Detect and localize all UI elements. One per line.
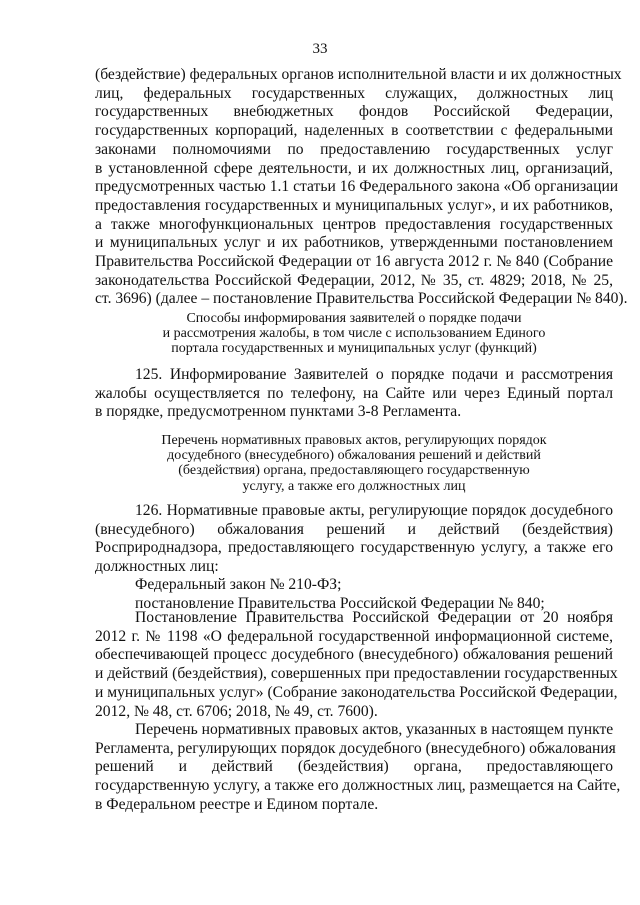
text-line: 125. Информирование Заявителей о порядке подачи и рассмотрения	[135, 366, 613, 383]
paragraph-125	[95, 366, 613, 422]
text-line: (бездействие) федеральных органов исполнительной власти и их должностных	[95, 66, 622, 83]
heading-line: портала государственных и муниципальных услуг (функций)	[171, 341, 537, 357]
text-line: государственных корпораций, наделенных в соответствии с федеральными	[95, 122, 613, 140]
text-line: Постановление Правительства Российской Федерации от 20 ноября	[135, 609, 613, 626]
text-line: Росприроднадзора, предоставляющего государственную услугу, а также его	[95, 539, 613, 557]
heading-line: Перечень нормативных правовых актов, регулирующих порядок	[161, 433, 547, 448]
heading-line: услугу, а также его должностных лиц	[242, 478, 466, 494]
text-line: Перечень нормативных правовых актов, указанных в настоящем пункте	[135, 721, 614, 738]
paragraph-resolution-1198	[95, 609, 618, 721]
text-line: должностных лиц:	[95, 558, 219, 576]
text-line: законами полномочиями по предоставлению государственных услуг	[95, 140, 613, 158]
text-line: в установленной сфере деятельности, и их должностных лиц, организаций,	[95, 159, 613, 177]
section-heading-information	[95, 311, 613, 357]
text-line: законодательства Российской Федерации, 2012, № 35, ст. 4829; 2018, № 25,	[95, 271, 613, 289]
text-line: и действий (бездействия), совершенных при предоставлении государственных	[95, 665, 618, 683]
text-line: (внесудебного) обжалования решений и действий (бездействия)	[95, 520, 613, 538]
heading-line: досудебного (внесудебного) обжалования решений и действий	[167, 448, 541, 464]
text-line: лиц, федеральных государственных служащих, должностных лиц	[95, 84, 613, 102]
normative-acts-list	[95, 576, 613, 613]
text-line: государственных внебюджетных фондов Российской Федерации,	[95, 103, 613, 121]
list-item: Федеральный закон № 210-ФЗ;	[135, 576, 342, 593]
text-line: 126. Нормативные правовые акты, регулирующие порядок досудебного	[135, 502, 613, 519]
text-line: государственную услугу, а также его должностных лиц, размещается на Сайте,	[95, 777, 621, 795]
text-line: а также многофункциональных центров предоставления государственных	[95, 215, 613, 233]
text-line: и муниципальных услуг и их работников, утвержденными постановлением	[95, 234, 613, 252]
text-line: ст. 3696) (далее – постановление Правительства Российской Федерации № 840).	[95, 290, 628, 308]
text-line: решений и действий (бездействия) органа, предоставляющего	[95, 758, 613, 776]
text-line: предоставления государственных и муниципальных услуг», и их работников,	[95, 196, 613, 214]
heading-line: (бездействия) органа, предоставляющего государственную	[178, 463, 530, 479]
page-number: 33	[312, 41, 328, 57]
paragraph-126	[95, 502, 613, 577]
text-line: обеспечивающей процесс досудебного (внесудебного) обжалования решений	[95, 646, 613, 664]
heading-line: Способы информирования заявителей о порядке подачи	[186, 311, 522, 326]
text-line: Правительства Российской Федерации от 16 августа 2012 г. № 840 (Собрание	[95, 253, 613, 271]
text-line: Регламента, регулирующих порядок досудебного (внесудебного) обжалования	[95, 739, 616, 757]
list-item: постановление Правительства Российской Федерации № 840;	[135, 594, 545, 612]
paragraph-continuation	[95, 66, 628, 309]
text-line: и муниципальных услуг» (Собрание законодательства Российской Федерации,	[95, 683, 618, 701]
text-line: предусмотренных частью 1.1 статьи 16 Федерального закона «Об организации	[95, 178, 619, 196]
section-heading-normative-acts	[95, 433, 613, 494]
text-line: 2012, № 48, ст. 6706; 2018, № 49, ст. 7600).	[95, 702, 378, 720]
heading-line: и рассмотрения жалобы, в том числе с использованием Единого	[162, 326, 546, 342]
text-line: в Федеральном реестре и Едином портале.	[95, 795, 379, 813]
paragraph-publication	[95, 721, 621, 815]
text-line: в порядке, предусмотренном пунктами 3-8 Регламента.	[95, 403, 462, 421]
text-line: 2012 г. № 1198 «О федеральной государственной информационной системе,	[95, 627, 613, 645]
text-line: жалобы осуществляется по телефону, на Сайте или через Единый портал	[95, 384, 613, 402]
